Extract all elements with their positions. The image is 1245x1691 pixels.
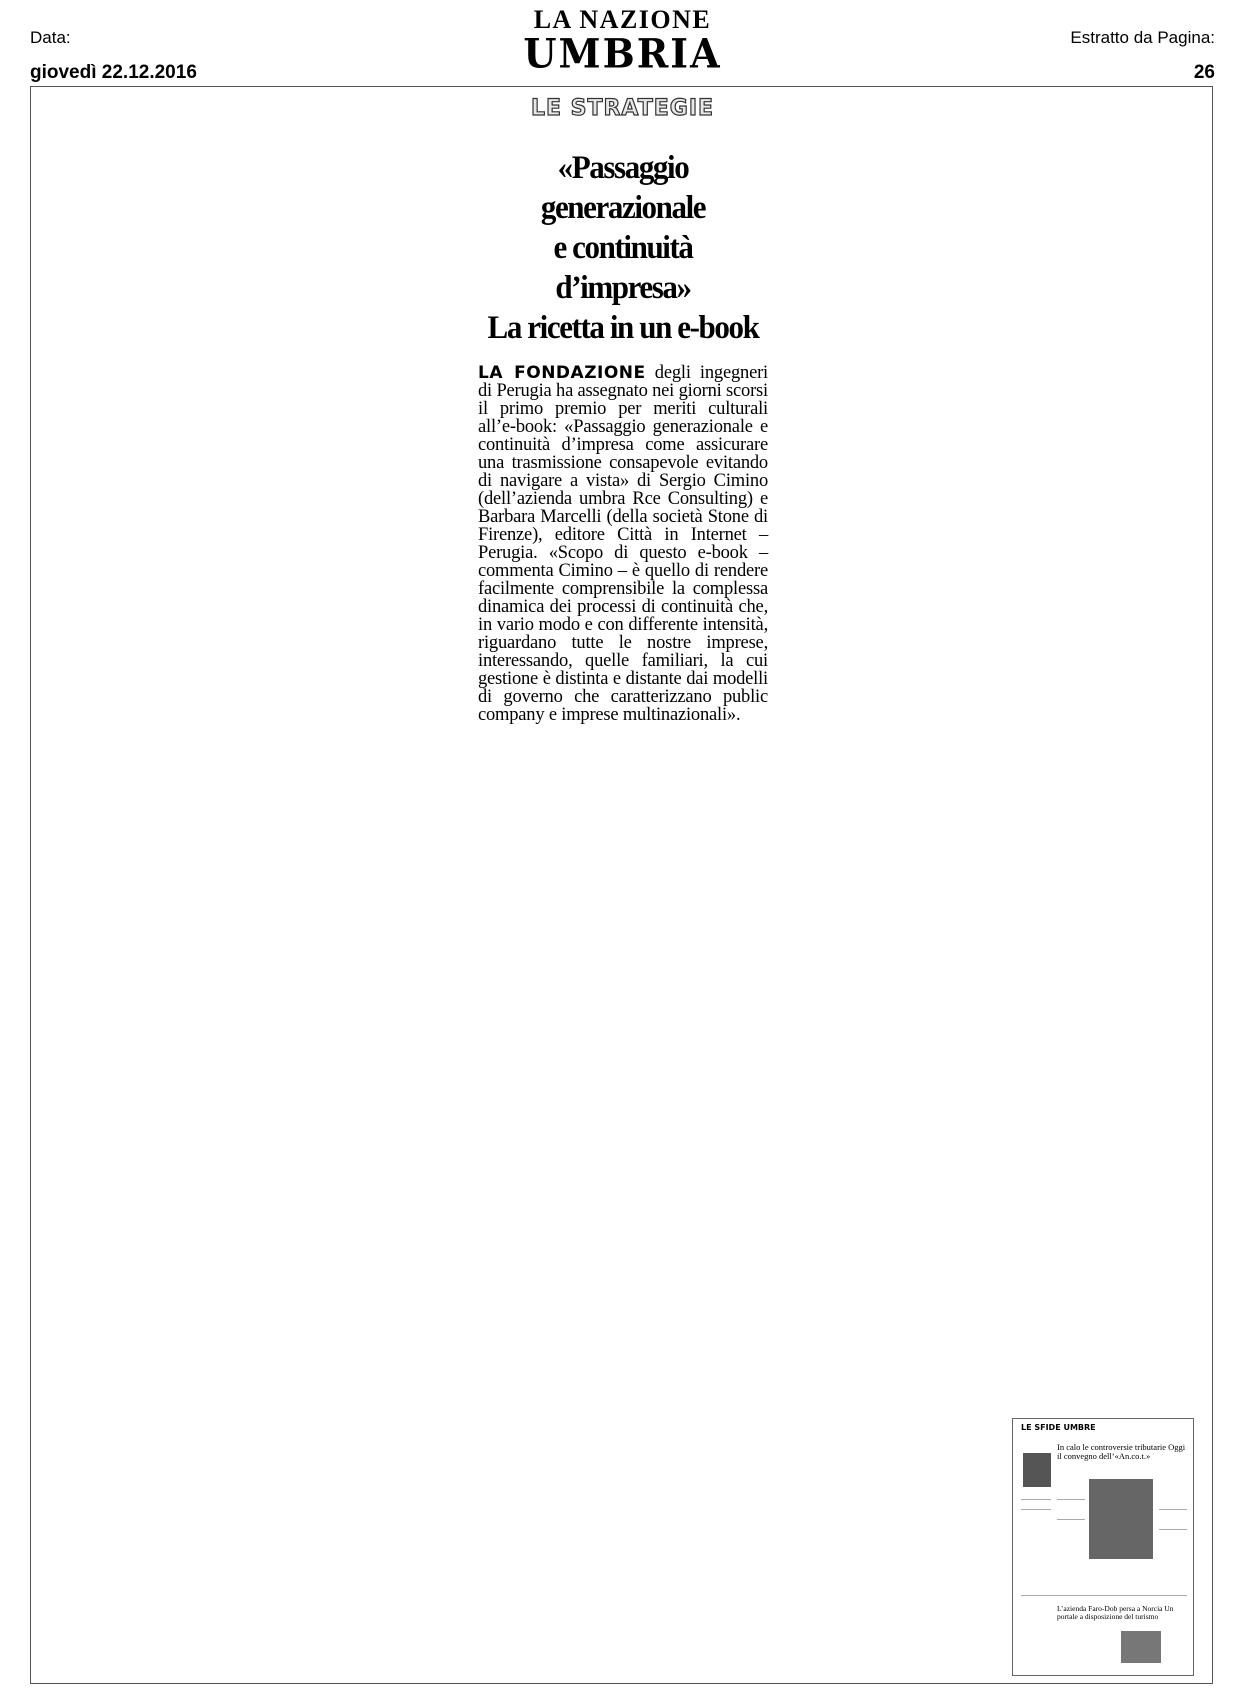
thumbnail-photo [1121, 1631, 1161, 1663]
masthead-line1: LA NAZIONE [533, 5, 712, 34]
thumbnail-text-line [1057, 1519, 1085, 1520]
thumbnail-section: LE SFIDE UMBRE [1021, 1423, 1096, 1432]
thumbnail-text-line [1021, 1509, 1051, 1510]
thumbnail-photo [1089, 1479, 1153, 1559]
article [478, 148, 768, 724]
article-headline [487, 148, 760, 348]
headline-line: La ricetta in un e-book [487, 310, 759, 346]
date-value: giovedì 22.12.2016 [30, 62, 197, 83]
headline-line: e continuità d’impresa» [553, 230, 693, 306]
page-value: 26 [1193, 62, 1215, 83]
masthead [0, 5, 1245, 78]
section-title: LE STRATEGIE [530, 96, 715, 121]
thumbnail-divider [1021, 1595, 1187, 1596]
article-text: degli ingegneri di Perugia ha assegnato nei giorni scorsi il primo premio per meriti culturali all’e-book: «Passaggio generazionale e continuità d’impresa come assicurare una trasmissione consapevole evitando di navigare a vista» di Sergio Cimino (dell’azienda umbra Rce Consulting) e Barbara Marcelli (della società Stone di Firenze), editore Città in Internet – Perugia. «Scopo di questo e-book – commenta Cimino – è quello di rendere facilmente comprensibile la complessa dinamica dei processi di continuità che, in vario modo e con differente intensità, riguardano tutte le nostre imprese, interessando, quelle familiari, la cui gestione è distinta e distante dai modelli di governo che caratterizzano public company e imprese multinazionali». [478, 363, 768, 725]
date-label: Data: [30, 28, 71, 47]
thumbnail-title: In calo le controversie tributarie Oggi il convegno dell’«An.co.t.» [1057, 1442, 1186, 1461]
thumbnail-bottom-title: L’azienda Faro-Dob persa a Norcia Un portale a disposizione del turismo [1057, 1604, 1174, 1621]
page-label: Estratto da Pagina: [1070, 28, 1215, 47]
thumbnail-text-line [1159, 1509, 1187, 1510]
headline-line: «Passaggio generazionale [540, 150, 706, 226]
thumbnail-text-line [1021, 1499, 1051, 1500]
masthead-line2: UMBRIA [523, 29, 722, 78]
page-block [1070, 28, 1215, 84]
thumbnail-text-line [1057, 1499, 1085, 1500]
article-body [478, 364, 768, 724]
article-lead: LA FONDAZIONE [478, 363, 646, 383]
page-thumbnail[interactable] [1012, 1418, 1194, 1676]
thumbnail-photo [1023, 1453, 1051, 1487]
thumbnail-text-line [1159, 1529, 1187, 1530]
